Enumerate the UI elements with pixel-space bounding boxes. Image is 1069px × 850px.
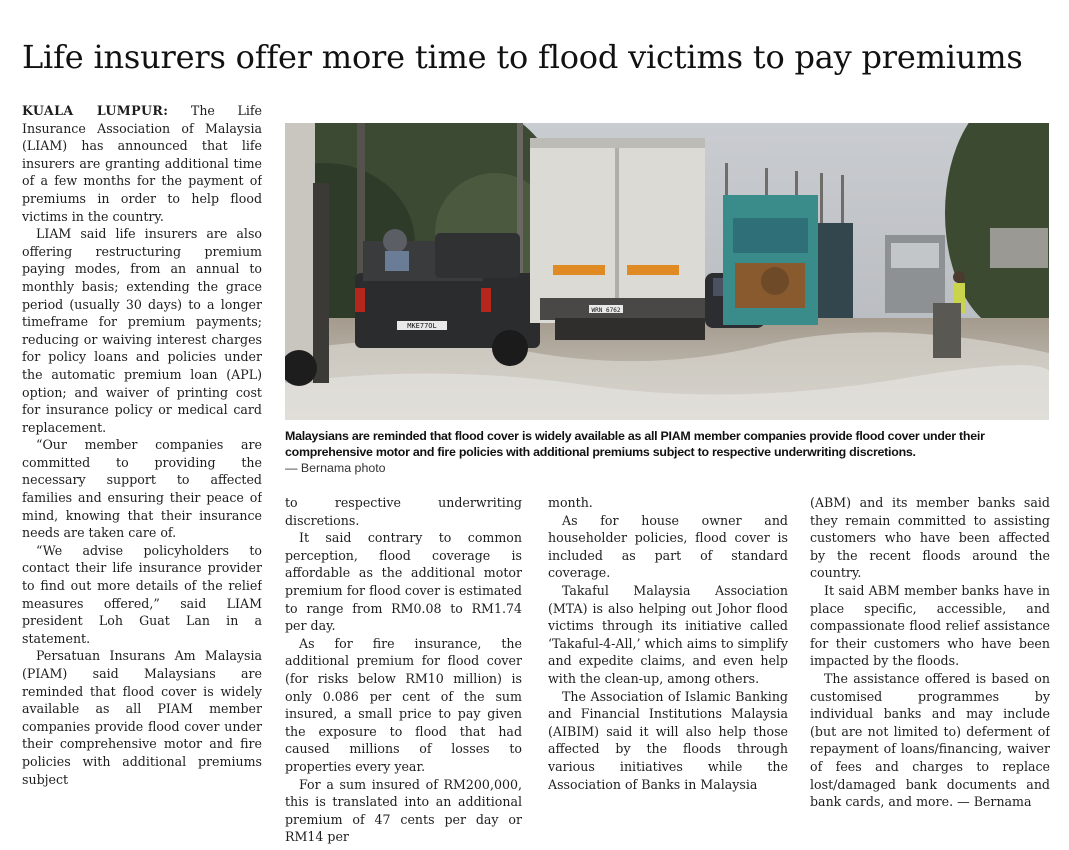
paragraph-text: The Life Insurance Association of Malaysia (LIAM) has announced that life insurers are granting additional time of a few months for the payment of premiums in order to help flood victims in the country. (22, 103, 262, 224)
article-paragraph: Persatuan Insurans Am Malaysia (PIAM) said Malaysians are reminded that flood cover is widely available as all PIAM member companies provide flood cover under their comprehensive motor and fire policies with additional premiums subject (22, 648, 262, 787)
article-column-2 (285, 494, 522, 849)
article-paragraph: “Our member companies are committed to providing the necessary support to affected families and ensuring their peace of mind, knowing that their insurance needs are taken care of. (22, 437, 262, 541)
article-paragraph: As for house owner and householder policies, flood cover is included as part of standard coverage. (548, 512, 788, 581)
article-paragraph: “We advise policyholders to contact their life insurance provider to find out more details of the relief measures offered,” said LIAM president Loh Guat Lan in a statement. (22, 542, 262, 646)
photo-caption (285, 428, 1053, 476)
caption-text: Malaysians are reminded that flood cover is widely available as all PIAM member companies provide flood cover under their comprehensive motor and fire policies with additional premiums subject to respective underwriting discretions. (285, 429, 985, 459)
article-column-3 (548, 494, 788, 849)
article-paragraph: It said contrary to common perception, flood coverage is affordable as the additional motor premium for flood cover is estimated to range from RM0.08 to RM1.74 per day. (285, 530, 522, 634)
photo-credit: — Bernama photo (285, 461, 386, 475)
article-paragraph: Takaful Malaysia Association (MTA) is also helping out Johor flood victims through its initiative called ‘Takaful-4-All,’ which aims to simplify and expedite claims, and even help with the clean-up, among others. (548, 582, 788, 686)
article-column-4 (810, 494, 1050, 849)
flood-photo-illustration (285, 123, 1049, 420)
dateline: KUALA LUMPUR: (22, 103, 169, 118)
article-paragraph: As for fire insurance, the additional premium for flood cover (for risks below RM10 million) is only 0.086 per cent of the sum insured, a small price to pay given the exposure to flood that had caused millions of losses to properties every year. (285, 635, 522, 774)
article-paragraph (22, 102, 262, 225)
article-paragraph: It said ABM member banks have in place specific, accessible, and compassionate flood relief assistance for their customers who have been impacted by the floods. (810, 582, 1050, 669)
flood-photo (285, 123, 1049, 420)
article-paragraph: (ABM) and its member banks said they remain committed to assisting customers who have been affected by the recent floods around the country. (810, 495, 1050, 581)
article-paragraph: For a sum insured of RM200,000, this is translated into an additional premium of 47 cents per day or RM14 per (285, 776, 522, 845)
article-column-1 (22, 102, 262, 850)
article-paragraph: to respective underwriting discretions. (285, 495, 522, 528)
truck-plate: WRN 6762 (591, 307, 621, 314)
article-paragraph: The Association of Islamic Banking and Financial Institutions Malaysia (AIBIM) said it will also help those affected by the floods through various initiatives while the Association of Banks in Malaysia (548, 688, 788, 792)
pickup-plate: MKE77OL (407, 322, 437, 330)
headline: Life insurers offer more time to flood victims to pay premiums (22, 38, 1023, 76)
article-paragraph: month. (548, 495, 593, 510)
article-paragraph: The assistance offered is based on customised programmes by individual banks and may include (but are not limited to) deferment of repayment of loans/financing, waiver of fees and charges to replace lost/damaged bank documents and bank cards, and more. — Bernama (810, 670, 1050, 810)
article-paragraph: LIAM said life insurers are also offering restructuring premium paying modes, from an annual to monthly basis; extending the grace period (usually 30 days) to a longer timeframe for premium payments; reducing or waiving interest charges for policy loans and policies under the automatic premium loan (APL) option; and waiver of printing cost for insurance policy or medical card replacement. (22, 226, 262, 435)
